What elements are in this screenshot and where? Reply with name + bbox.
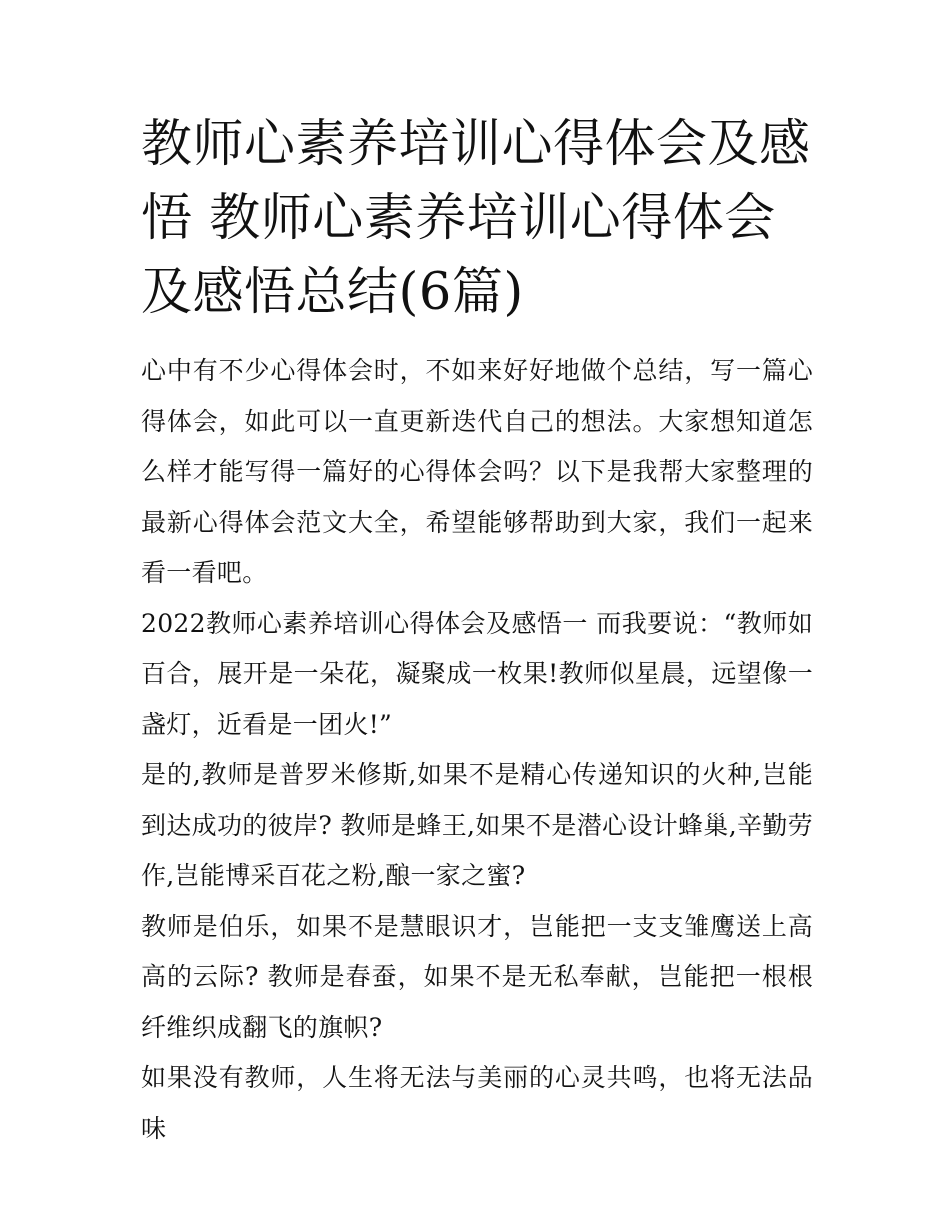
paragraph-2: 是的,教师是普罗米修斯,如果不是精心传递知识的火种,岂能到达成功的彼岸? 教师是蜂王,如果不是潜心设计蜂巢,辛勤劳作,岂能博采百花之粉,酿一家之蜜?	[141, 760, 813, 890]
paragraph-4: 如果没有教师，人生将无法与美丽的心灵共鸣，也将无法品味	[141, 1063, 813, 1143]
paragraph-intro: 心中有不少心得体会时，不如来好好地做个总结，写一篇心得体会，如此可以一直更新迭代自己的想法。大家想知道怎么样才能写得一篇好的心得体会吗？以下是我帮大家整理的最新心得体会范文大全，希望能够帮助到大家，我们一起来看一看吧。	[141, 356, 813, 587]
document-body	[141, 346, 813, 1154]
document-title: 教师心素养培训心得体会及感悟 教师心素养培训心得体会及感悟总结(6篇)	[141, 115, 811, 322]
document-page	[141, 108, 813, 1154]
paragraph-3: 教师是伯乐，如果不是慧眼识才，岂能把一支支雏鹰送上高高的云际? 教师是春蚕，如果不是无私奉献，岂能把一根根纤维织成翻飞的旗帜?	[141, 911, 813, 1042]
paragraph-1: 2022教师心素养培训心得体会及感悟一 而我要说：“教师如百合，展开是一朵花，凝聚成一枚果!教师似星晨，远望像一盏灯，近看是一团火!”	[141, 608, 813, 739]
